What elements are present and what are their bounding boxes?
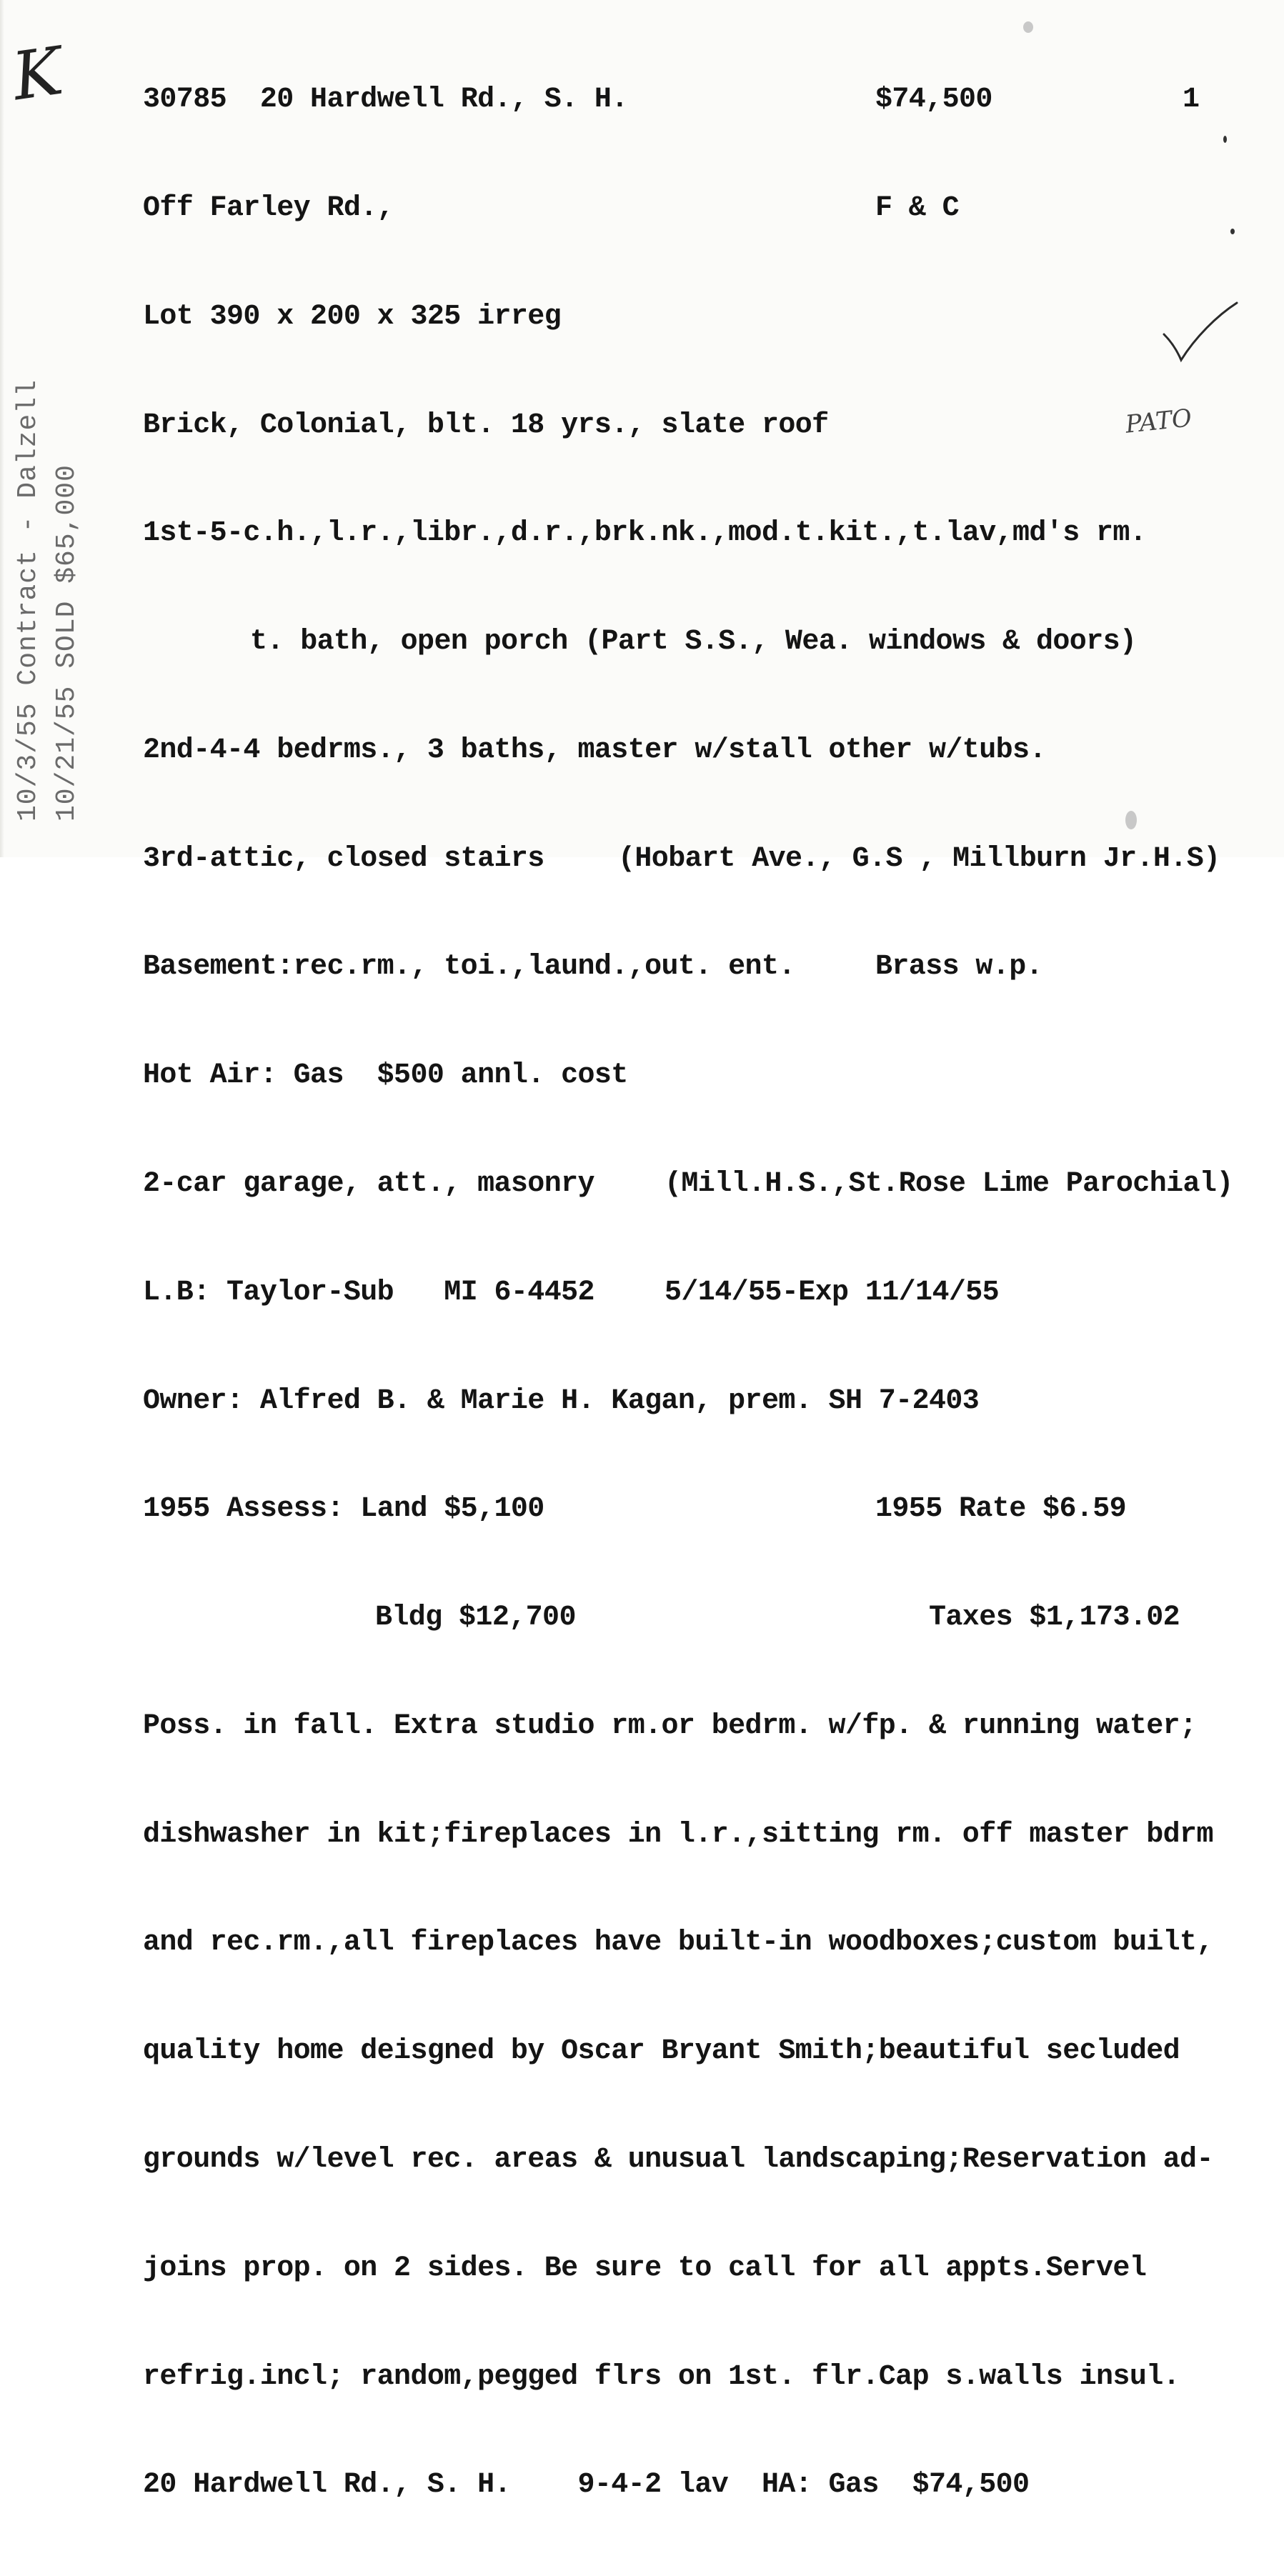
code: F & C: [875, 191, 960, 224]
remarks-line: dishwasher in kit;fireplaces in l.r.,sitting rm. off master bdrm: [143, 1818, 1213, 1851]
remarks-line: refrig.incl; random,pegged flrs on 1st. flr.Cap s.walls insul.: [143, 2360, 1180, 2393]
garage: 2-car garage, att., masonry: [143, 1168, 594, 1200]
contract-note: 10/3/55 Contract - Dalzell: [13, 379, 44, 822]
second-floor-line: 2nd-4-4 bedrms., 3 baths, master w/stall other w/tubs.: [143, 734, 1046, 767]
card-number: 1: [1183, 84, 1200, 116]
typed-text: [143, 10, 1279, 2576]
address: 20 Hardwell Rd., S. H.: [259, 84, 628, 116]
third-floor-line: [143, 842, 1279, 878]
card-edge: [0, 0, 4, 857]
sold-note: 10/21/55 SOLD $65,000: [51, 464, 82, 822]
heat-line: Hot Air: Gas $500 annl. cost: [143, 1059, 628, 1092]
first-floor-line: 1st-5-c.h.,l.r.,libr.,d.r.,brk.nk.,mod.t.kit.,t.lav,md's rm.: [143, 517, 1147, 550]
first-floor-cont-line: t. bath, open porch (Part S.S., Wea. windows & doors): [250, 626, 1137, 659]
garage-schools: (Mill.H.S.,St.Rose Lime Parochial): [665, 1168, 1233, 1200]
header-line: [143, 82, 1279, 119]
listing-dates: 5/14/55-Exp 11/14/55: [665, 1276, 1000, 1309]
price: $74,500: [875, 84, 992, 116]
directions: Off Farley Rd.,: [143, 191, 394, 224]
remarks-line: joins prop. on 2 sides. Be sure to call for all appts.Servel: [143, 2252, 1147, 2285]
taxes: Taxes $1,173.02: [929, 1602, 1180, 1634]
basement: Basement:rec.rm., toi.,laund.,out. ent.: [143, 951, 795, 984]
remarks-line: and rec.rm.,all fireplaces have built-in woodboxes;custom built,: [143, 1927, 1213, 1960]
lot-line: Lot 390 x 200 x 325 irreg: [143, 300, 562, 333]
summary-line: 20 Hardwell Rd., S. H. 9-4-2 lav HA: Gas $74,500: [143, 2469, 1030, 2502]
assess-land-line: [143, 1492, 1279, 1528]
listing-number: 30785: [143, 84, 227, 116]
third-floor-schools: (Hobart Ave., G.S , Millburn Jr.H.S): [618, 842, 1220, 875]
assess-land: 1955 Assess: Land $5,100: [143, 1493, 544, 1526]
remarks-line: quality home deisgned by Oscar Bryant Smith;beautiful secluded: [143, 2035, 1180, 2068]
basement-line: [143, 949, 1279, 986]
listing-broker-line: [143, 1275, 1279, 1312]
handwritten-initial: K: [7, 32, 67, 116]
construction-line: Brick, Colonial, blt. 18 yrs., slate roof: [143, 409, 829, 441]
handwritten-photo-note: PATO: [1124, 404, 1193, 439]
basement-pipes: Brass w.p.: [875, 951, 1043, 984]
remarks-line: grounds w/level rec. areas & unusual landscaping;Reservation ad-: [143, 2144, 1213, 2177]
directions-line: [143, 191, 1279, 227]
assess-bldg: Bldg $12,700: [375, 1602, 576, 1634]
owner-line: Owner: Alfred B. & Marie H. Kagan, prem. SH 7-2403: [143, 1384, 980, 1417]
rate: 1955 Rate $6.59: [875, 1493, 1127, 1526]
assess-bldg-line: [143, 1600, 1279, 1637]
garage-line: [143, 1167, 1279, 1203]
third-floor: 3rd-attic, closed stairs: [143, 842, 544, 875]
remarks-line: Poss. in fall. Extra studio rm.or bedrm. w/fp. & running water;: [143, 1709, 1197, 1742]
listing-broker: L.B: Taylor-Sub MI 6-4452: [143, 1276, 594, 1309]
